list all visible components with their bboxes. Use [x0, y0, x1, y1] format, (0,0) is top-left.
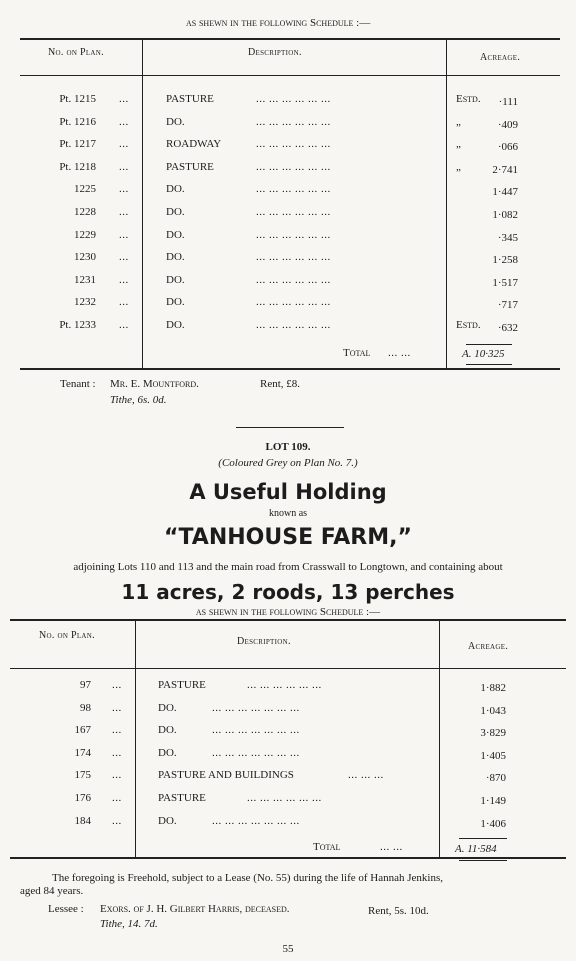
table-row-plan: 97 [80, 679, 91, 691]
table-row-description: DO. [166, 251, 185, 263]
table-row-plan: 1231 [74, 274, 96, 286]
tenant-rent: Rent, £8. [260, 378, 301, 390]
table1-header-plan: No. on Plan. [48, 47, 104, 58]
table-row-acreage: 1·406 [480, 818, 506, 830]
table-row-acreage: 3·829 [480, 727, 506, 739]
table1-header-acreage: Acreage. [480, 52, 521, 63]
table1-bottom-rule [20, 368, 560, 370]
table2-col-divider-2 [439, 619, 440, 857]
table-row-dots: ... [112, 792, 122, 804]
table-row-plan: Pt. 1215 [59, 93, 96, 105]
table-row-leader: ... ... ... ... ... ... [256, 319, 331, 331]
table-row-leader: ... ... ... ... ... ... [256, 274, 331, 286]
table-row-description: PASTURE [166, 161, 214, 173]
table2-col-divider-1 [135, 619, 136, 857]
table2-total-underline [459, 860, 507, 861]
tenant-name: Mr. E. Mountford. [110, 378, 199, 390]
table-row-description: PASTURE AND BUILDINGS [158, 769, 294, 781]
table2-header-description: Description. [237, 636, 291, 647]
table-row-plan: Pt. 1233 [59, 319, 96, 331]
table-row-acreage: ·870 [485, 772, 506, 784]
table-row-plan: Pt. 1216 [59, 116, 96, 128]
table-row-plan: Pt. 1217 [59, 138, 96, 150]
table-row-dots: ... [119, 251, 129, 263]
table-row-acreage-prefix: Estd. [456, 319, 481, 331]
table-row-description: DO. [158, 724, 177, 736]
table-row-plan: 175 [74, 769, 91, 781]
table-row-dots: ... [119, 138, 129, 150]
table-row-acreage: ·632 [497, 322, 518, 334]
lessee-name: Exors. of J. H. Gilbert Harris, deceased. [100, 903, 290, 915]
table-row-leader: ... ... ... ... ... ... [256, 206, 331, 218]
table-row-dots: ... [119, 161, 129, 173]
table2-total-value: A. 11·584 [455, 843, 497, 855]
table-row-acreage: 1·258 [492, 254, 518, 266]
table-row-acreage: ·409 [497, 119, 518, 131]
lot-adjoining: adjoining Lots 110 and 113 and the main road from Crasswall to Longtown, and containing about [73, 561, 503, 573]
table-row-plan: 1228 [74, 206, 96, 218]
table-row-leader: ... ... ... ... ... ... [247, 679, 322, 691]
table1-total-value: A. 10·325 [462, 348, 505, 360]
table-row-leader: ... ... ... ... ... ... [256, 138, 331, 150]
table-row-dots: ... [112, 815, 122, 827]
table-row-dots: ... [119, 229, 129, 241]
schedule-intro: as shewn in the following Schedule :— [195, 606, 381, 618]
table2-total-dots: ... ... [380, 841, 403, 853]
table-row-leader: ... ... ... ... ... ... [256, 296, 331, 308]
table-row-plan: Pt. 1218 [59, 161, 96, 173]
table-row-dots: ... [119, 296, 129, 308]
table-row-description: DO. [166, 229, 185, 241]
table-row-leader: ... ... ... ... ... ... [256, 93, 331, 105]
table-row-description: ROADWAY [166, 138, 222, 150]
lot-colour-note: (Coloured Grey on Plan No. 7.) [218, 457, 358, 469]
lot-known-as: known as [268, 508, 308, 519]
lessee-rent: Rent, 5s. 10d. [368, 905, 429, 917]
table-row-dots: ... [112, 702, 122, 714]
table1-top-rule [20, 38, 560, 40]
table1-col-divider-2 [446, 38, 447, 368]
lessee-tithe: Tithe, 14. 7d. [100, 918, 158, 930]
table-row-acreage: ·717 [497, 299, 518, 311]
table-row-acreage: 1·149 [480, 795, 506, 807]
table-row-plan: 1225 [74, 183, 96, 195]
table-row-leader: ... ... ... ... ... ... [256, 183, 331, 195]
table-row-description: DO. [166, 116, 185, 128]
lessee-label: Lessee : [48, 903, 84, 915]
table-row-acreage: 2·741 [492, 164, 518, 176]
table-row-dots: ... [119, 116, 129, 128]
table-row-dots: ... [119, 274, 129, 286]
table-row-plan: 167 [74, 724, 91, 736]
table2-header-plan: No. on Plan. [39, 630, 95, 641]
table-row-dots: ... [112, 747, 122, 759]
farm-name: “TANHOUSE FARM,” [164, 525, 412, 550]
table-row-description: DO. [166, 274, 185, 286]
table1-total-dots: ... ... [388, 347, 411, 359]
table-row-dots: ... [119, 319, 129, 331]
table-row-dots: ... [112, 724, 122, 736]
table-row-acreage: 1·405 [480, 750, 506, 762]
table1-total-overline [466, 344, 512, 345]
table2-header-acreage: Acreage. [468, 641, 509, 652]
table-row-description: PASTURE [158, 679, 206, 691]
tenant-tithe: Tithe, 6s. 0d. [110, 394, 167, 406]
table-row-dots: ... [119, 93, 129, 105]
table-row-leader: ... ... ... ... ... ... ... [212, 702, 300, 714]
table-row-plan: 174 [74, 747, 91, 759]
table1-total-underline [466, 364, 512, 365]
table2-header-rule [10, 668, 566, 669]
table-row-description: DO. [166, 183, 185, 195]
table-row-leader: ... ... ... ... ... ... [256, 251, 331, 263]
table-row-plan: 98 [80, 702, 91, 714]
table-row-description: PASTURE [158, 792, 206, 804]
table-row-description: DO. [158, 747, 177, 759]
table2-total-label: Total [313, 841, 341, 853]
table-row-leader: ... ... ... ... ... ... ... [212, 724, 300, 736]
table2-top-rule [10, 619, 566, 621]
table-row-acreage: ·111 [498, 96, 518, 108]
table-row-acreage-prefix: „ [456, 116, 461, 128]
table-row-acreage: 1·517 [492, 277, 518, 289]
table-row-plan: 1232 [74, 296, 96, 308]
table-row-acreage: ·345 [497, 232, 518, 244]
table-row-description: DO. [158, 815, 177, 827]
table2-bottom-rule [10, 857, 566, 859]
table-row-plan: 1229 [74, 229, 96, 241]
table-row-plan: 1230 [74, 251, 96, 263]
table1-total-label: Total [343, 347, 371, 359]
table-row-dots: ... [112, 679, 122, 691]
table1-header-description: Description. [248, 47, 302, 58]
table-row-description: DO. [166, 206, 185, 218]
table-row-description: PASTURE [166, 93, 214, 105]
table-row-leader: ... ... ... ... ... ... ... [212, 815, 300, 827]
table-row-acreage: 1·043 [480, 705, 506, 717]
table-row-leader: ... ... ... ... ... ... [256, 161, 331, 173]
table-row-leader: ... ... ... ... ... ... [256, 116, 331, 128]
table-row-dots: ... [119, 206, 129, 218]
table-row-acreage: 1·447 [492, 186, 518, 198]
table2-total-overline [459, 838, 507, 839]
table1-col-divider-1 [142, 38, 143, 368]
lot-headline: A Useful Holding [189, 480, 387, 504]
table-row-leader: ... ... ... ... ... ... [247, 792, 322, 804]
table1-header-rule [20, 75, 560, 76]
table-row-plan: 184 [74, 815, 91, 827]
table-row-leader: ... ... ... [348, 769, 384, 781]
table-row-description: DO. [166, 296, 185, 308]
table-row-dots: ... [112, 769, 122, 781]
table-row-leader: ... ... ... ... ... ... ... [212, 747, 300, 759]
table-row-acreage: 1·082 [492, 209, 518, 221]
table-row-acreage-prefix: „ [456, 161, 461, 173]
table-row-description: DO. [158, 702, 177, 714]
page-number: 55 [282, 943, 294, 955]
freehold-line-2: aged 84 years. [20, 885, 84, 897]
table-row-description: DO. [166, 319, 185, 331]
tenant-label: Tenant : [60, 378, 96, 390]
table-row-acreage: ·066 [497, 141, 518, 153]
table-row-acreage: 1·882 [480, 682, 506, 694]
section-divider [236, 427, 344, 428]
table-row-dots: ... [119, 183, 129, 195]
freehold-line-1: The foregoing is Freehold, subject to a Lease (No. 55) during the life of Hannah Jenkins, [52, 872, 444, 884]
lot-area: 11 acres, 2 roods, 13 perches [121, 580, 455, 604]
table-row-acreage-prefix: Estd. [456, 93, 481, 105]
lot-number: LOT 109. [265, 441, 311, 453]
table-row-leader: ... ... ... ... ... ... [256, 229, 331, 241]
schedule-intro-top: as shewn in the following Schedule :— [186, 17, 371, 29]
table-row-plan: 176 [74, 792, 91, 804]
table-row-acreage-prefix: „ [456, 138, 461, 150]
